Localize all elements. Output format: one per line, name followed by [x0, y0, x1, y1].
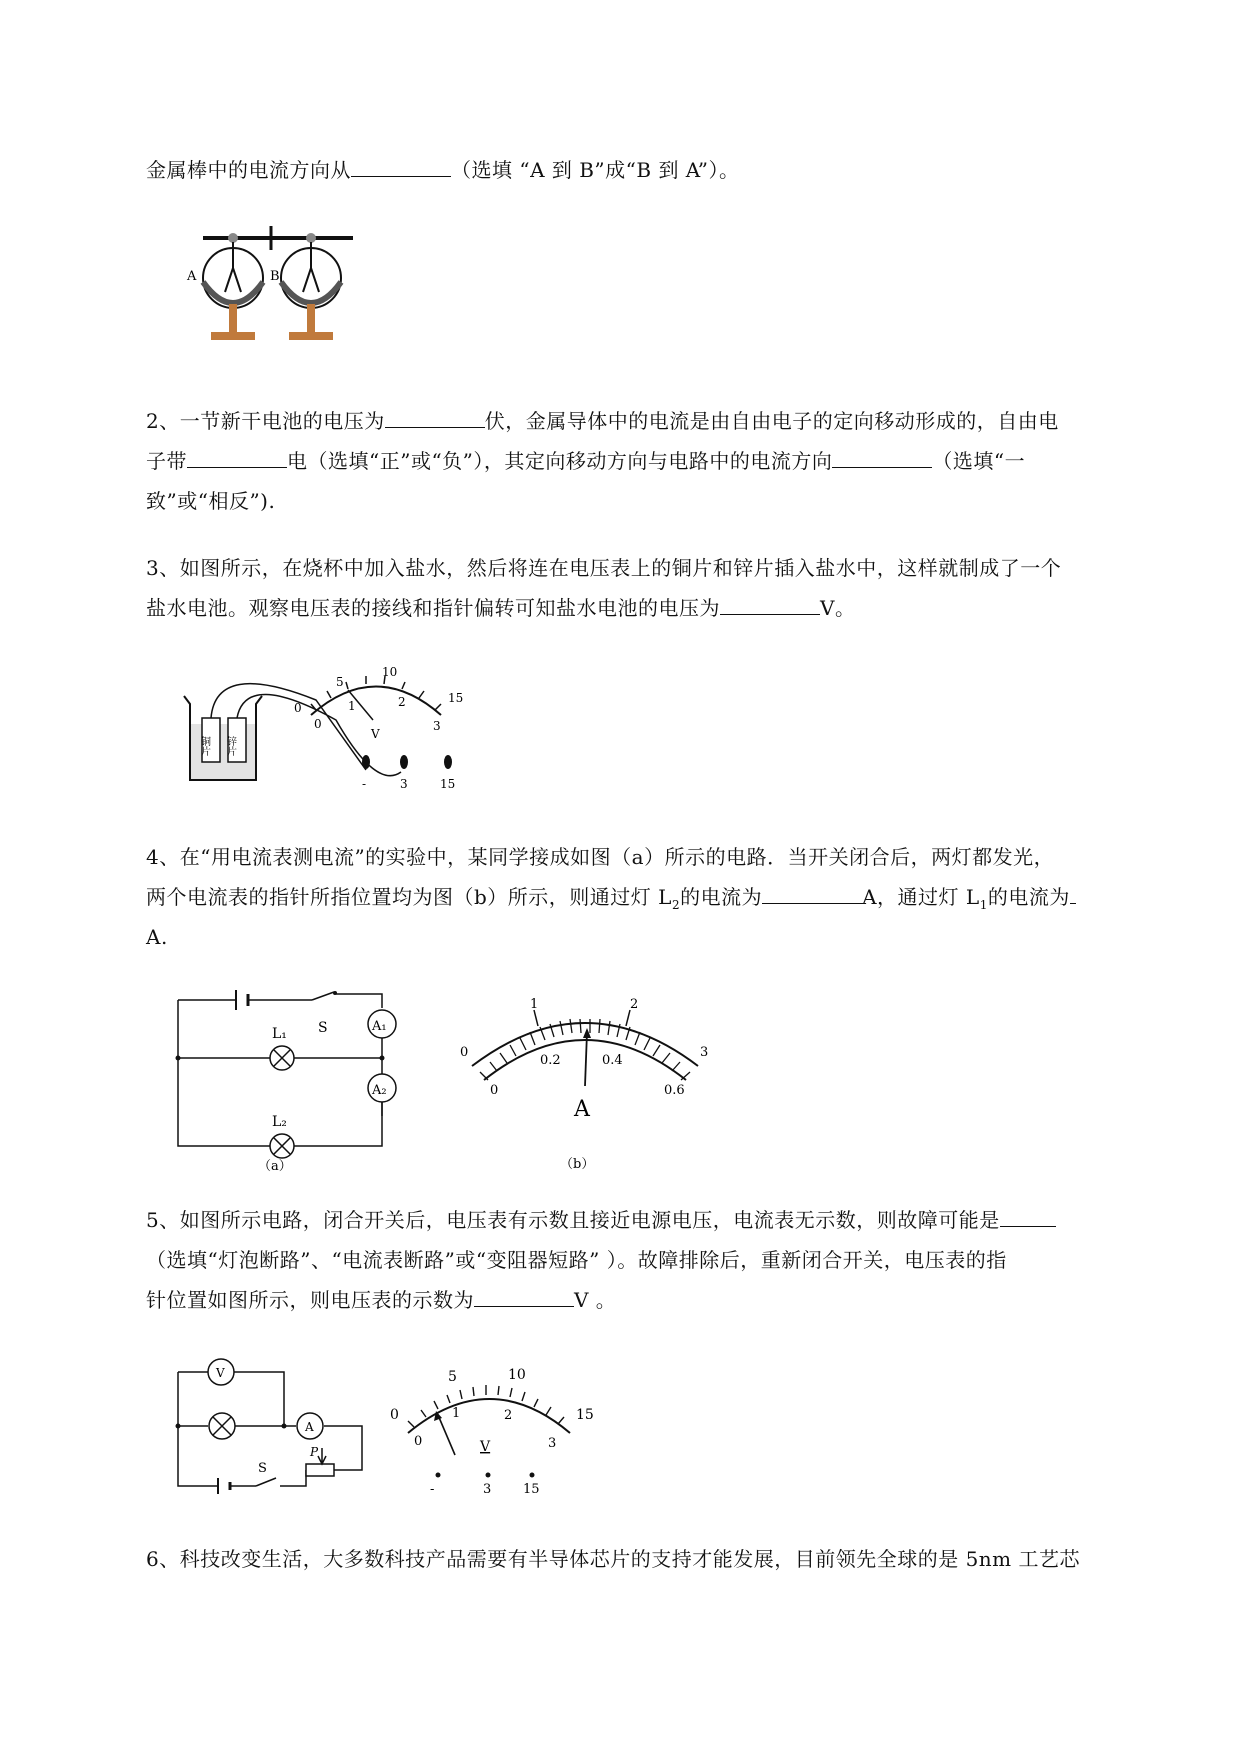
scale-bottom-2: 2: [398, 695, 406, 709]
ammeter-a2: A₂: [372, 1083, 387, 1098]
scale-top-15: 15: [576, 1407, 594, 1423]
answer-blank: [1000, 1206, 1056, 1227]
q2-line1: 2、一节新干电池的电压为 伏，金属导体中的电流是由自由电子的定向移动形成的，自由电: [146, 409, 1059, 433]
answer-blank: [351, 156, 451, 177]
voltmeter-v: V: [216, 1366, 225, 1380]
meter-a: A: [574, 1097, 590, 1122]
answer-blank: [832, 447, 932, 468]
answer-blank: [474, 1286, 574, 1307]
q1-line1: 金属棒中的电流方向从 （选填 “A 到 B”成“B 到 A”）。: [146, 158, 740, 182]
scale-top-5: 5: [448, 1369, 457, 1385]
terminal-3: 3: [400, 777, 408, 791]
ammeter-a: A: [305, 1420, 314, 1434]
caption-a: （a）: [258, 1159, 292, 1172]
answer-blank: [1070, 883, 1076, 904]
terminal-15: 15: [523, 1482, 540, 1497]
lamp-l1: L₁: [272, 1026, 287, 1042]
q5-line3: 针位置如图所示，则电压表的示数为 V 。: [146, 1288, 617, 1312]
terminal-3: 3: [483, 1482, 492, 1497]
q2-line3: 致”或“相反”).: [146, 489, 276, 513]
scale-top-2: 2: [630, 997, 639, 1012]
ammeter-a1: A₁: [372, 1019, 387, 1034]
q4-line3: A.: [146, 925, 168, 949]
q6-line1: 6、科技改变生活，大多数科技产品需要有半导体芯片的支持才能发展，目前领先全球的是 5nm 工艺芯: [146, 1547, 1081, 1571]
scale-bottom-0: 0: [490, 1083, 499, 1098]
answer-blank: [385, 407, 485, 428]
scale-bottom-1: 1: [452, 1406, 461, 1421]
scale-top-10: 10: [382, 665, 398, 679]
q4-line1: 4、在“用电流表测电流”的实验中，某同学接成如图（a）所示的电路．当开关闭合后，两灯都发光，: [146, 845, 1055, 869]
meter-v: V: [371, 727, 380, 741]
ammeter-b-figure: [450, 990, 720, 1170]
circuit-q5-figure: [172, 1358, 372, 1498]
electroscope-figure: [175, 220, 365, 360]
caption-b: （b）: [560, 1157, 595, 1170]
q3-line1: 3、如图所示，在烧杯中加入盐水，然后将连在电压表上的铜片和锌片插入盐水中，这样就制成了一个: [146, 556, 1062, 580]
scale-bottom-04: 0.4: [602, 1053, 623, 1068]
scale-bottom-2: 2: [504, 1408, 513, 1423]
answer-blank: [762, 883, 862, 904]
scale-top-0: 0: [390, 1407, 399, 1423]
terminal-minus: -: [362, 777, 367, 791]
q5-line2: （选填“灯泡断路”、“电流表断路”或“变阻器短路” ）。故障排除后，重新闭合开关，电压表的指: [146, 1248, 1007, 1272]
scale-top-5: 5: [336, 675, 344, 689]
scale-top-3: 3: [700, 1045, 709, 1060]
meter-v: V: [480, 1439, 491, 1455]
q5-line1: 5、如图所示电路，闭合开关后，电压表有示数且接近电源电压，电流表无示数，则故障可能是: [146, 1206, 1056, 1234]
answer-blank: [720, 594, 820, 615]
q2-line2: 子带 电（选填“正”或“负”），其定向移动方向与电路中的电流方向 （选填“一: [146, 449, 1026, 473]
zinc-label: 锌片: [224, 736, 236, 756]
circuit-a-figure: [172, 982, 412, 1172]
label-b: B: [270, 269, 280, 284]
q3-line2: 盐水电池。观察电压表的接线和指针偏转可知盐水电池的电压为 V。: [146, 596, 856, 620]
scale-top-10: 10: [508, 1367, 526, 1383]
slider-p: P: [310, 1445, 319, 1459]
terminal-15: 15: [440, 777, 456, 791]
scale-bottom-02: 0.2: [540, 1053, 561, 1068]
scale-bottom-0: 0: [314, 717, 322, 731]
answer-blank: [187, 447, 287, 468]
scale-top-15: 15: [448, 691, 464, 705]
scale-bottom-0: 0: [414, 1434, 423, 1449]
lamp-l2: L₂: [272, 1114, 287, 1130]
scale-bottom-06: 0.6: [664, 1083, 685, 1098]
scale-bottom-1: 1: [348, 699, 356, 713]
switch-s: S: [318, 1020, 328, 1036]
scale-bottom-3: 3: [433, 719, 441, 733]
label-a: A: [187, 269, 197, 284]
q4-line2: 两个电流表的指针所指位置均为图（b）所示，则通过灯 $L_2$的电流为 A，通过灯 $L_1$的电流为: [146, 883, 1076, 919]
voltmeter-q5-figure: [380, 1355, 610, 1500]
scale-top-1: 1: [530, 997, 539, 1012]
copper-label: 铜片: [198, 736, 210, 756]
salt-battery-figure: [176, 660, 506, 800]
scale-top-0: 0: [294, 701, 302, 715]
scale-top-0: 0: [460, 1045, 469, 1060]
switch-s: S: [258, 1461, 267, 1476]
terminal-minus: -: [430, 1482, 435, 1497]
scale-bottom-3: 3: [548, 1436, 557, 1451]
